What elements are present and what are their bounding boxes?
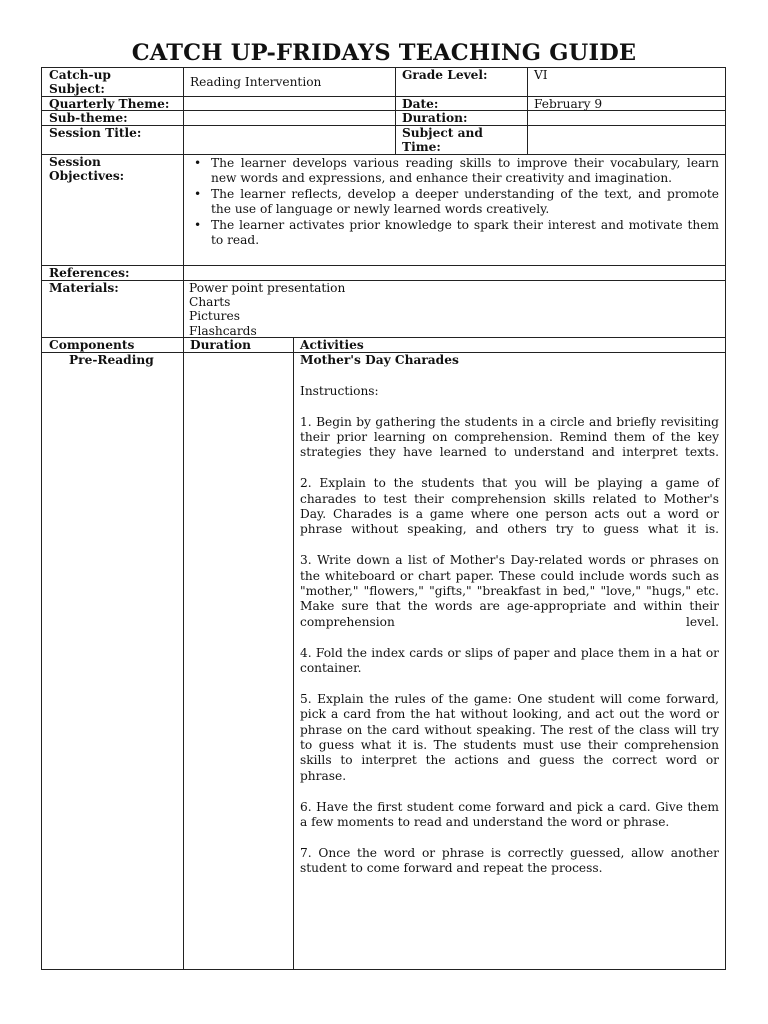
column-divider [293,337,294,970]
grade-level-value: VI [534,68,548,82]
session-objectives-label: Session Objectives: [49,155,125,184]
row-divider [41,125,726,126]
material-item: Power point presentation [189,281,346,295]
column-divider [527,67,528,155]
objective-item: • The learner activates prior knowledge to spark their interest and motivate them to read. [190,218,719,249]
material-item: Charts [189,295,231,310]
activity-step: 5. Explain the rules of the game: One student will come forward, pick a card from the hat without looking, and act out the word or phrase on the card without speaking. The rest of the class will try to guess what it is. The students must use their comprehension skills to interpret the actions and guess the correct word or phrase. [300,691,719,783]
sub-theme-label: Sub-theme: [49,111,128,125]
activity-content [300,353,719,892]
activity-step: 4. Fold the index cards or slips of paper and place them in a hat or container. [300,645,719,676]
session-title-label: Session Title: [49,126,142,140]
date-value: February 9 [534,97,603,111]
page-title: CATCH UP-FRIDAYS TEACHING GUIDE [131,40,637,66]
duration-header: Duration [190,338,251,352]
material-item: Flashcards [189,323,257,338]
materials-label: Materials: [49,281,119,295]
references-label: References: [49,266,130,280]
objective-item: • The learner develops various reading skills to improve their vocabulary, learn new words and expressions, and enhance their creativity and imagination. [190,156,719,187]
row-divider [41,280,726,281]
activity-step: 7. Once the word or phrase is correctly guessed, allow another student to come forward and repeat the process. [300,845,719,876]
duration-label: Duration: [402,111,468,125]
row-divider [41,337,726,338]
date-label: Date: [402,97,439,111]
quarterly-theme-label: Quarterly Theme: [49,97,170,111]
catch-up-subject-value: Reading Intervention [190,75,322,89]
column-divider [183,67,184,970]
activities-header: Activities [300,338,364,352]
materials-list [189,281,345,338]
pre-reading-component: Pre-Reading [69,353,154,367]
activity-instructions-heading: Instructions: [300,383,379,398]
activity-step: 2. Explain to the students that you will be playing a game of charades to test their comprehension skills related to Mother's Day. Charades is a game where one person acts out a word or phrase without speaking, and others try to guess what it is. [300,476,719,537]
activity-step: 6. Have the first student come forward and pick a card. Give them a few moments to read and understand the word or phrase. [300,799,719,830]
activity-title: Mother's Day Charades [300,353,459,367]
activity-step: 3. Write down a list of Mother's Day-related words or phrases on the whiteboard or chart paper. These could include words such as "mother," "flowers," "gifts," "breakfast in bed," "love," "hugs," etc. Make sure that the words are age-appropriate and within their comprehension level. [300,553,719,629]
catch-up-subject-label: Catch-up Subject: [49,68,111,97]
material-item: Pictures [189,309,240,324]
objectives-list [190,156,719,248]
row-divider [41,265,726,266]
components-header: Components [49,338,135,352]
grade-level-label: Grade Level: [402,68,488,82]
column-divider [395,67,396,155]
subject-and-time-label: Subject and Time: [402,126,483,155]
activity-step: 1. Begin by gathering the students in a circle and briefly revisiting their prior learning on comprehension. Remind them of the key strategies they have learned to understand and interpret texts. [300,414,719,460]
objective-item: • The learner reflects, develop a deeper understanding of the text, and promote the use of language or newly learned words creatively. [190,187,719,218]
